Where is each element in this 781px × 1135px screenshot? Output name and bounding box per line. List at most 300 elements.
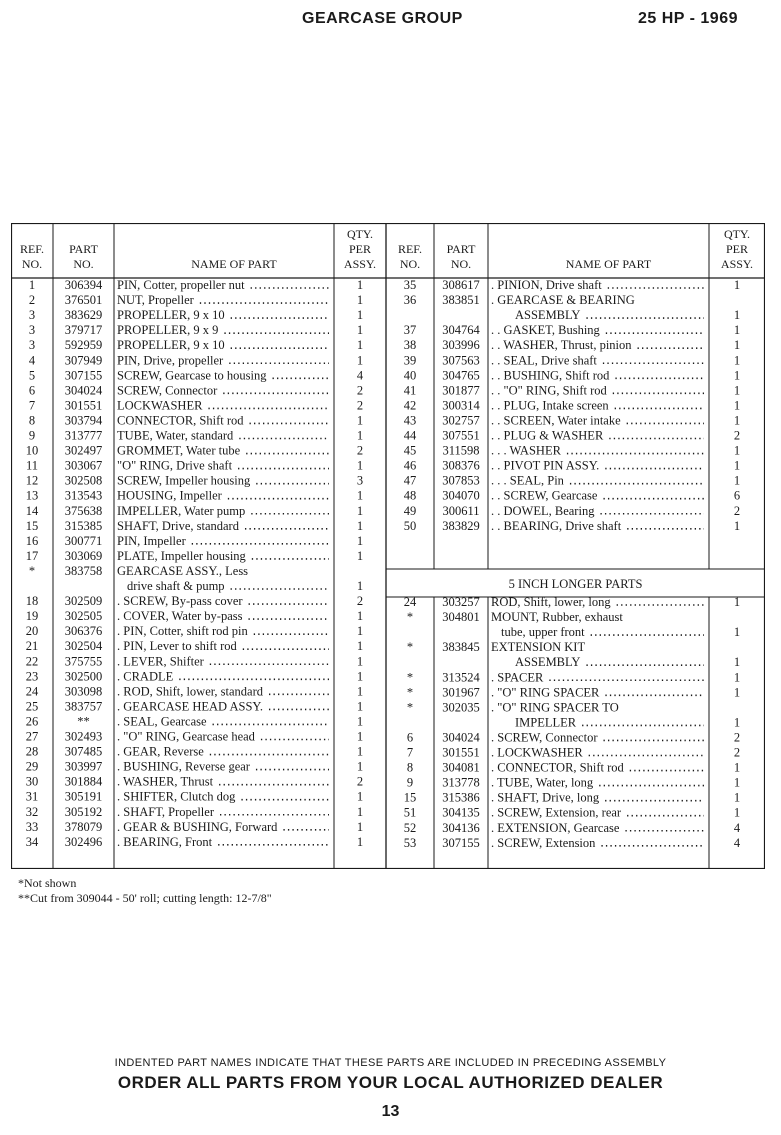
right-row-part-no: 302757 — [442, 413, 480, 428]
left-row-ref: 7 — [28, 398, 36, 413]
left-row-ref: 22 — [25, 654, 39, 669]
section-row-name: IMPELLER — [515, 715, 577, 730]
left-row-part-no: ** — [77, 714, 90, 729]
right-row-ref: 46 — [403, 458, 417, 473]
section-row-part-no: 313778 — [442, 775, 480, 790]
left-row-name: . LEVER, Shifter — [117, 654, 204, 669]
left-row-name: . SHIFTER, Clutch dog — [117, 789, 236, 804]
left-row-part-no: 304024 — [64, 383, 103, 398]
section-row-part-no: 303257 — [442, 595, 480, 609]
right-row-name: . . . SEAL, Pin — [491, 473, 564, 488]
section-row-ref: * — [406, 610, 414, 625]
left-row-qty: 3 — [356, 473, 364, 488]
header-ref-left: NO. — [21, 257, 43, 271]
section-row-name: . "O" RING SPACER TO — [491, 700, 619, 715]
left-row-part-no: 376501 — [64, 293, 103, 308]
section-row-ref: * — [406, 685, 414, 700]
left-row-part-no: 302508 — [64, 473, 103, 488]
left-row-part-no: 378079 — [64, 819, 103, 834]
section-row-ref: 8 — [406, 760, 414, 775]
section-row-name: . TUBE, Water, long — [491, 775, 594, 790]
left-row-part-no: 300771 — [64, 533, 103, 548]
left-row-part-no: 306376 — [64, 624, 103, 639]
left-row-name: . SHAFT, Propeller — [117, 804, 214, 819]
left-row-qty: 2 — [356, 398, 364, 413]
left-row-part-no: 302504 — [64, 639, 103, 654]
header-qty-right: ASSY. — [720, 257, 754, 271]
section-row-part-no: 304024 — [442, 730, 480, 745]
right-row-ref: 48 — [403, 488, 417, 503]
parts-table-svg — [11, 223, 765, 869]
left-row-part-no: 379717 — [64, 323, 103, 338]
right-row-qty: 2 — [733, 428, 741, 443]
left-row-ref: 17 — [25, 548, 39, 563]
right-row-qty: 1 — [733, 338, 741, 353]
left-row-ref: 18 — [25, 594, 39, 609]
right-row-qty: 1 — [733, 323, 741, 338]
section-title: 5 INCH LONGER PARTS — [508, 577, 643, 591]
left-row-qty: 1 — [356, 293, 364, 308]
right-row-qty: 1 — [733, 308, 741, 323]
left-row-ref: 3 — [28, 338, 36, 353]
right-row-ref: 49 — [403, 503, 417, 518]
left-row-name: PROPELLER, 9 x 10 — [117, 308, 225, 323]
right-row-name: . . SCREEN, Water intake — [491, 413, 621, 428]
left-row-ref: 24 — [25, 684, 39, 699]
left-row-name: PIN, Cotter, propeller nut — [117, 278, 245, 292]
right-row-name: . . "O" RING, Shift rod — [491, 383, 607, 398]
right-row-qty: 6 — [733, 488, 741, 503]
left-row-name: . PIN, Cotter, shift rod pin — [117, 624, 248, 639]
left-row-qty: 1 — [356, 789, 364, 804]
left-row-qty: 1 — [356, 308, 364, 323]
right-row-name: . . PLUG & WASHER — [491, 428, 604, 443]
right-row-qty: 1 — [733, 353, 741, 368]
section-row-qty: 1 — [733, 790, 741, 805]
section-row-ref: 53 — [403, 835, 417, 850]
right-row-ref: 43 — [403, 413, 417, 428]
footnotes — [18, 876, 272, 906]
right-row-part-no: 303996 — [442, 338, 480, 353]
right-row-qty: 1 — [733, 458, 741, 473]
left-row-qty: 1 — [356, 624, 364, 639]
section-row-name: . EXTENSION, Gearcase — [491, 820, 620, 835]
right-row-part-no: 304070 — [442, 488, 480, 503]
left-row-name: . "O" RING, Gearcase head — [117, 729, 255, 744]
left-row-part-no: 306394 — [64, 278, 103, 292]
left-row-ref: 13 — [25, 488, 39, 503]
header-part-left: PART — [69, 242, 98, 256]
right-row-name: . . PIVOT PIN ASSY. — [491, 458, 600, 473]
header-qty-left: QTY. — [346, 227, 374, 241]
left-row-ref: 11 — [25, 458, 39, 473]
section-row-name: . SCREW, Extension — [491, 835, 596, 850]
left-row-part-no: 302493 — [64, 729, 103, 744]
section-row-part-no: 304135 — [442, 805, 480, 820]
left-row-part-no: 302496 — [64, 834, 103, 849]
section-row-ref: * — [406, 700, 414, 715]
right-row-name: . PINION, Drive shaft — [491, 278, 602, 292]
left-row-qty: 1 — [356, 669, 364, 684]
section-row-ref: * — [406, 670, 414, 685]
right-row-qty: 1 — [733, 413, 741, 428]
section-row-name: EXTENSION KIT — [491, 640, 586, 655]
left-row-name: SHAFT, Drive, standard — [117, 518, 239, 533]
left-row-qty: 1 — [356, 458, 364, 473]
left-row-name: . PIN, Lever to shift rod — [117, 639, 237, 654]
right-row-qty: 1 — [733, 473, 741, 488]
footnote-not-shown: *Not shown — [18, 876, 77, 890]
left-row-qty: 1 — [356, 639, 364, 654]
left-row-qty: 1 — [356, 714, 364, 729]
section-row-qty: 1 — [733, 685, 741, 700]
section-row-ref: * — [406, 640, 414, 655]
left-row-ref: 3 — [28, 308, 36, 323]
right-row-part-no: 301877 — [442, 383, 480, 398]
section-row-part-no: 301967 — [442, 685, 480, 700]
header-name-right: NAME OF PART — [565, 257, 652, 271]
left-row-name: GROMMET, Water tube — [117, 443, 241, 458]
left-row-qty: 1 — [356, 278, 364, 292]
left-row-part-no: 301551 — [64, 398, 103, 413]
left-row-name: IMPELLER, Water pump — [117, 503, 246, 518]
left-row-ref: 29 — [25, 759, 39, 774]
left-row-part-no: 375755 — [64, 654, 103, 669]
right-row-ref: 35 — [403, 278, 417, 292]
left-row-ref: 1 — [28, 278, 36, 292]
left-row-part-no: 302509 — [64, 594, 103, 609]
left-row-qty: 1 — [356, 744, 364, 759]
section-row-qty: 1 — [733, 760, 741, 775]
left-row-name: PIN, Impeller — [117, 533, 186, 548]
header-ref-left: REF. — [19, 242, 45, 256]
left-row-ref: 2 — [28, 293, 36, 308]
section-row-ref: 15 — [403, 790, 417, 805]
section-row-name: . SHAFT, Drive, long — [491, 790, 600, 805]
left-row-ref: 5 — [28, 368, 36, 383]
left-row-part-no: 383757 — [64, 699, 103, 714]
left-row-part-no: 313543 — [64, 488, 103, 503]
right-row-qty: 1 — [733, 398, 741, 413]
section-row-ref: 7 — [406, 745, 414, 760]
left-row-name: . BEARING, Front — [117, 834, 213, 849]
left-row-part-no: 302505 — [64, 609, 103, 624]
left-row-name: PIN, Drive, propeller — [117, 353, 224, 368]
section-row-qty: 1 — [733, 655, 741, 670]
left-row-name: "O" RING, Drive shaft — [117, 458, 233, 473]
section-row-name: . SPACER — [491, 670, 544, 685]
left-row-part-no: 315385 — [64, 518, 103, 533]
left-row-qty: 1 — [356, 548, 364, 563]
section-row-ref: 9 — [406, 775, 414, 790]
left-row-ref: 32 — [25, 804, 39, 819]
section-row-ref: 6 — [406, 730, 414, 745]
left-row-ref: 6 — [28, 383, 36, 398]
right-row-ref: 44 — [403, 428, 417, 443]
right-row-name: ASSEMBLY — [515, 308, 581, 323]
left-row-name: SCREW, Impeller housing — [117, 473, 251, 488]
section-row-qty: 1 — [733, 805, 741, 820]
left-row-qty: 1 — [356, 804, 364, 819]
right-row-ref: 47 — [403, 473, 417, 488]
header-qty-right: QTY. — [723, 227, 751, 241]
right-row-name: . . PLUG, Intake screen — [491, 398, 609, 413]
right-row-part-no: 304764 — [442, 323, 480, 338]
left-row-ref: 30 — [25, 774, 39, 789]
left-row-ref: 15 — [25, 518, 39, 533]
left-row-part-no: 305191 — [64, 789, 103, 804]
right-row-ref: 36 — [403, 293, 417, 308]
left-row-ref: 26 — [25, 714, 39, 729]
left-row-qty: 2 — [356, 594, 364, 609]
left-row-name: . WASHER, Thrust — [117, 774, 214, 789]
left-row-ref: 20 — [25, 624, 39, 639]
left-row-name: . SCREW, By-pass cover — [117, 594, 243, 609]
left-row-ref: 27 — [25, 729, 39, 744]
section-row-part-no: 304801 — [442, 610, 480, 625]
right-row-name: . . WASHER, Thrust, pinion — [491, 338, 632, 353]
left-row-part-no: 303067 — [64, 458, 103, 473]
right-row-part-no: 307551 — [442, 428, 480, 443]
left-row-name: . BUSHING, Reverse gear — [117, 759, 250, 774]
left-row-qty: 1 — [356, 699, 364, 714]
section-row-qty: 1 — [733, 625, 741, 640]
section-row-qty: 1 — [733, 595, 741, 609]
section-row-name: ROD, Shift, lower, long — [491, 595, 611, 609]
left-row-qty: 1 — [356, 609, 364, 624]
page-title: GEARCASE GROUP — [302, 10, 463, 27]
left-row-ref: 21 — [25, 639, 39, 654]
left-row-name: . GEAR, Reverse — [117, 744, 204, 759]
left-row-part-no: 307155 — [64, 368, 103, 383]
section-row-part-no: 383845 — [442, 640, 480, 655]
left-row-qty: 1 — [356, 729, 364, 744]
model-label: 25 HP - 1969 — [638, 10, 738, 27]
section-row-part-no: 304136 — [442, 820, 480, 835]
section-row-part-no: 315386 — [442, 790, 480, 805]
left-row-qty: 1 — [356, 353, 364, 368]
section-row-name: . SCREW, Connector — [491, 730, 598, 745]
section-row-name: . CONNECTOR, Shift rod — [491, 760, 624, 775]
left-row-ref: * — [28, 563, 36, 578]
section-row-part-no: 307155 — [442, 835, 480, 850]
section-row-part-no: 313524 — [442, 670, 480, 685]
right-row-name: . GEARCASE & BEARING — [491, 293, 635, 308]
header-ref-right: NO. — [399, 257, 421, 271]
left-row-part-no: 383629 — [64, 308, 103, 323]
right-row-qty: 1 — [733, 368, 741, 383]
right-row-part-no: 304765 — [442, 368, 480, 383]
left-row-name: . GEARCASE HEAD ASSY. — [117, 699, 263, 714]
header-qty-left: PER — [348, 242, 372, 256]
left-row-ref: 28 — [25, 744, 39, 759]
left-row-name: . ROD, Shift, lower, standard — [117, 684, 264, 699]
section-row-qty: 2 — [733, 730, 741, 745]
right-row-part-no: 308376 — [442, 458, 480, 473]
right-row-name: . . DOWEL, Bearing — [491, 503, 595, 518]
left-row-part-no: 303098 — [64, 684, 103, 699]
right-row-part-no: 308617 — [442, 278, 480, 292]
left-row-ref: 25 — [25, 699, 39, 714]
right-row-ref: 39 — [403, 353, 417, 368]
section-row-qty: 1 — [733, 775, 741, 790]
header-part-left: NO. — [73, 257, 94, 271]
right-row-ref: 40 — [403, 368, 417, 383]
header-qty-right: PER — [725, 242, 749, 256]
left-row-qty: 1 — [356, 759, 364, 774]
section-row-name: tube, upper front — [501, 625, 585, 640]
left-row-name: PLATE, Impeller housing — [117, 548, 246, 563]
right-row-part-no: 311598 — [442, 443, 480, 458]
left-row-name: SCREW, Gearcase to housing — [117, 368, 267, 383]
left-row-qty: 1 — [356, 413, 364, 428]
header-part-right: PART — [446, 242, 476, 256]
right-row-qty: 1 — [733, 518, 741, 533]
section-row-qty: 1 — [733, 670, 741, 685]
left-row-qty: 4 — [356, 368, 364, 383]
section-row-name: . SCREW, Extension, rear — [491, 805, 622, 820]
left-row-name: NUT, Propeller — [117, 293, 194, 308]
left-row-ref: 34 — [25, 834, 39, 849]
left-row-qty: 1 — [356, 518, 364, 533]
left-row-name: HOUSING, Impeller — [117, 488, 222, 503]
right-row-ref: 38 — [403, 338, 417, 353]
header-part-right: NO. — [450, 257, 472, 271]
left-row-part-no: 302500 — [64, 669, 103, 684]
left-row-qty: 1 — [356, 579, 364, 593]
left-row-ref: 10 — [25, 443, 39, 458]
section-row-qty: 4 — [733, 820, 741, 835]
left-row-ref: 9 — [28, 428, 36, 443]
right-row-qty: 2 — [733, 503, 741, 518]
left-row-ref: 16 — [25, 533, 39, 548]
left-row-name: . GEAR & BUSHING, Forward — [117, 819, 278, 834]
left-row-part-no: 303069 — [64, 548, 103, 563]
left-row-part-no: 383758 — [64, 563, 103, 578]
left-row-qty: 1 — [356, 654, 364, 669]
right-row-qty: 1 — [733, 443, 741, 458]
left-row-ref: 23 — [25, 669, 39, 684]
right-row-name: . . BEARING, Drive shaft — [491, 518, 622, 533]
left-row-name: LOCKWASHER — [117, 398, 203, 413]
left-row-part-no: 307485 — [64, 744, 103, 759]
right-row-qty: 1 — [733, 278, 741, 292]
left-row-ref: 12 — [25, 473, 39, 488]
left-row-qty: 1 — [356, 488, 364, 503]
left-row-ref: 19 — [25, 609, 39, 624]
header-name-left: NAME OF PART — [191, 257, 277, 271]
right-row-part-no: 383829 — [442, 518, 480, 533]
left-row-qty: 1 — [356, 503, 364, 518]
left-row-qty: 1 — [356, 338, 364, 353]
right-row-part-no: 383851 — [442, 293, 480, 308]
section-row-part-no: 301551 — [442, 745, 480, 760]
left-row-name: PROPELLER, 9 x 10 — [117, 338, 225, 353]
right-row-ref: 41 — [403, 383, 417, 398]
left-row-part-no: 305192 — [64, 804, 103, 819]
right-row-part-no: 300314 — [442, 398, 480, 413]
left-row-name: . SEAL, Gearcase — [117, 714, 207, 729]
left-row-qty: 1 — [356, 533, 364, 548]
left-row-ref: 14 — [25, 503, 39, 518]
section-row-name: ASSEMBLY — [515, 655, 581, 670]
page-number: 13 — [381, 1103, 400, 1120]
section-row-ref: 51 — [403, 805, 417, 820]
section-row-part-no: 302035 — [442, 700, 480, 715]
section-row-part-no: 304081 — [442, 760, 480, 775]
section-row-qty: 1 — [733, 715, 741, 730]
right-row-part-no: 300611 — [442, 503, 480, 518]
order-parts-note: ORDER ALL PARTS FROM YOUR LOCAL AUTHORIZED DEALER — [117, 1073, 664, 1092]
left-row-qty: 1 — [356, 819, 364, 834]
left-row-qty: 2 — [356, 443, 364, 458]
left-row-part-no: 301884 — [64, 774, 103, 789]
right-row-ref: 45 — [403, 443, 417, 458]
left-row-ref: 33 — [25, 819, 39, 834]
right-row-ref: 50 — [403, 518, 417, 533]
left-row-qty: 1 — [356, 323, 364, 338]
left-row-qty: 2 — [356, 774, 364, 789]
left-row-name: PROPELLER, 9 x 9 — [117, 323, 219, 338]
right-row-name: . . . WASHER — [491, 443, 561, 458]
left-row-name: . CRADLE — [117, 669, 174, 684]
left-row-part-no: 313777 — [64, 428, 103, 443]
right-row-name: . . SEAL, Drive shaft — [491, 353, 597, 368]
section-row-qty: 4 — [733, 835, 741, 850]
left-row-part-no: 303997 — [64, 759, 103, 774]
left-row-ref: 4 — [28, 353, 36, 368]
section-row-name: . LOCKWASHER — [491, 745, 583, 760]
left-row-qty: 1 — [356, 834, 364, 849]
left-row-ref: 8 — [28, 413, 36, 428]
left-row-name: GEARCASE ASSY., Less — [117, 563, 249, 578]
right-row-name: . . BUSHING, Shift rod — [491, 368, 610, 383]
right-row-name: . . GASKET, Bushing — [491, 323, 600, 338]
left-row-name: CONNECTOR, Shift rod — [117, 413, 244, 428]
section-row-name: MOUNT, Rubber, exhaust — [491, 610, 623, 625]
section-row-ref: 24 — [403, 595, 417, 609]
left-row-name: . COVER, Water by-pass — [117, 609, 243, 624]
left-row-part-no: 375638 — [64, 503, 103, 518]
parts-table — [11, 223, 765, 869]
section-row-name: . "O" RING SPACER — [491, 685, 600, 700]
left-row-ref: 31 — [25, 789, 39, 804]
left-row-part-no: 592959 — [64, 338, 103, 353]
left-row-qty: 2 — [356, 383, 364, 398]
right-row-name: . . SCREW, Gearcase — [491, 488, 598, 503]
left-row-qty: 1 — [356, 428, 364, 443]
right-row-qty: 1 — [733, 383, 741, 398]
right-row-ref: 37 — [403, 323, 417, 338]
left-row-part-no: 303794 — [64, 413, 103, 428]
right-row-ref: 42 — [403, 398, 417, 413]
section-row-ref: 52 — [403, 820, 417, 835]
left-row-qty: 1 — [356, 684, 364, 699]
header-ref-right: REF. — [397, 242, 423, 256]
left-row-name: drive shaft & pump — [127, 579, 225, 593]
indented-parts-note: INDENTED PART NAMES INDICATE THAT THESE PARTS ARE INCLUDED IN PRECEDING ASSEMBLY — [114, 1057, 667, 1069]
header-qty-left: ASSY. — [343, 257, 377, 271]
left-row-ref: 3 — [28, 323, 36, 338]
left-row-name: SCREW, Connector — [117, 383, 218, 398]
footnote-cut-from: **Cut from 309044 - 50' roll; cutting length: 12-7/8" — [18, 891, 272, 905]
left-row-part-no: 302497 — [64, 443, 103, 458]
right-row-part-no: 307853 — [442, 473, 480, 488]
left-row-name: TUBE, Water, standard — [117, 428, 234, 443]
section-row-qty: 2 — [733, 745, 741, 760]
right-row-part-no: 307563 — [442, 353, 480, 368]
left-row-part-no: 307949 — [64, 353, 103, 368]
